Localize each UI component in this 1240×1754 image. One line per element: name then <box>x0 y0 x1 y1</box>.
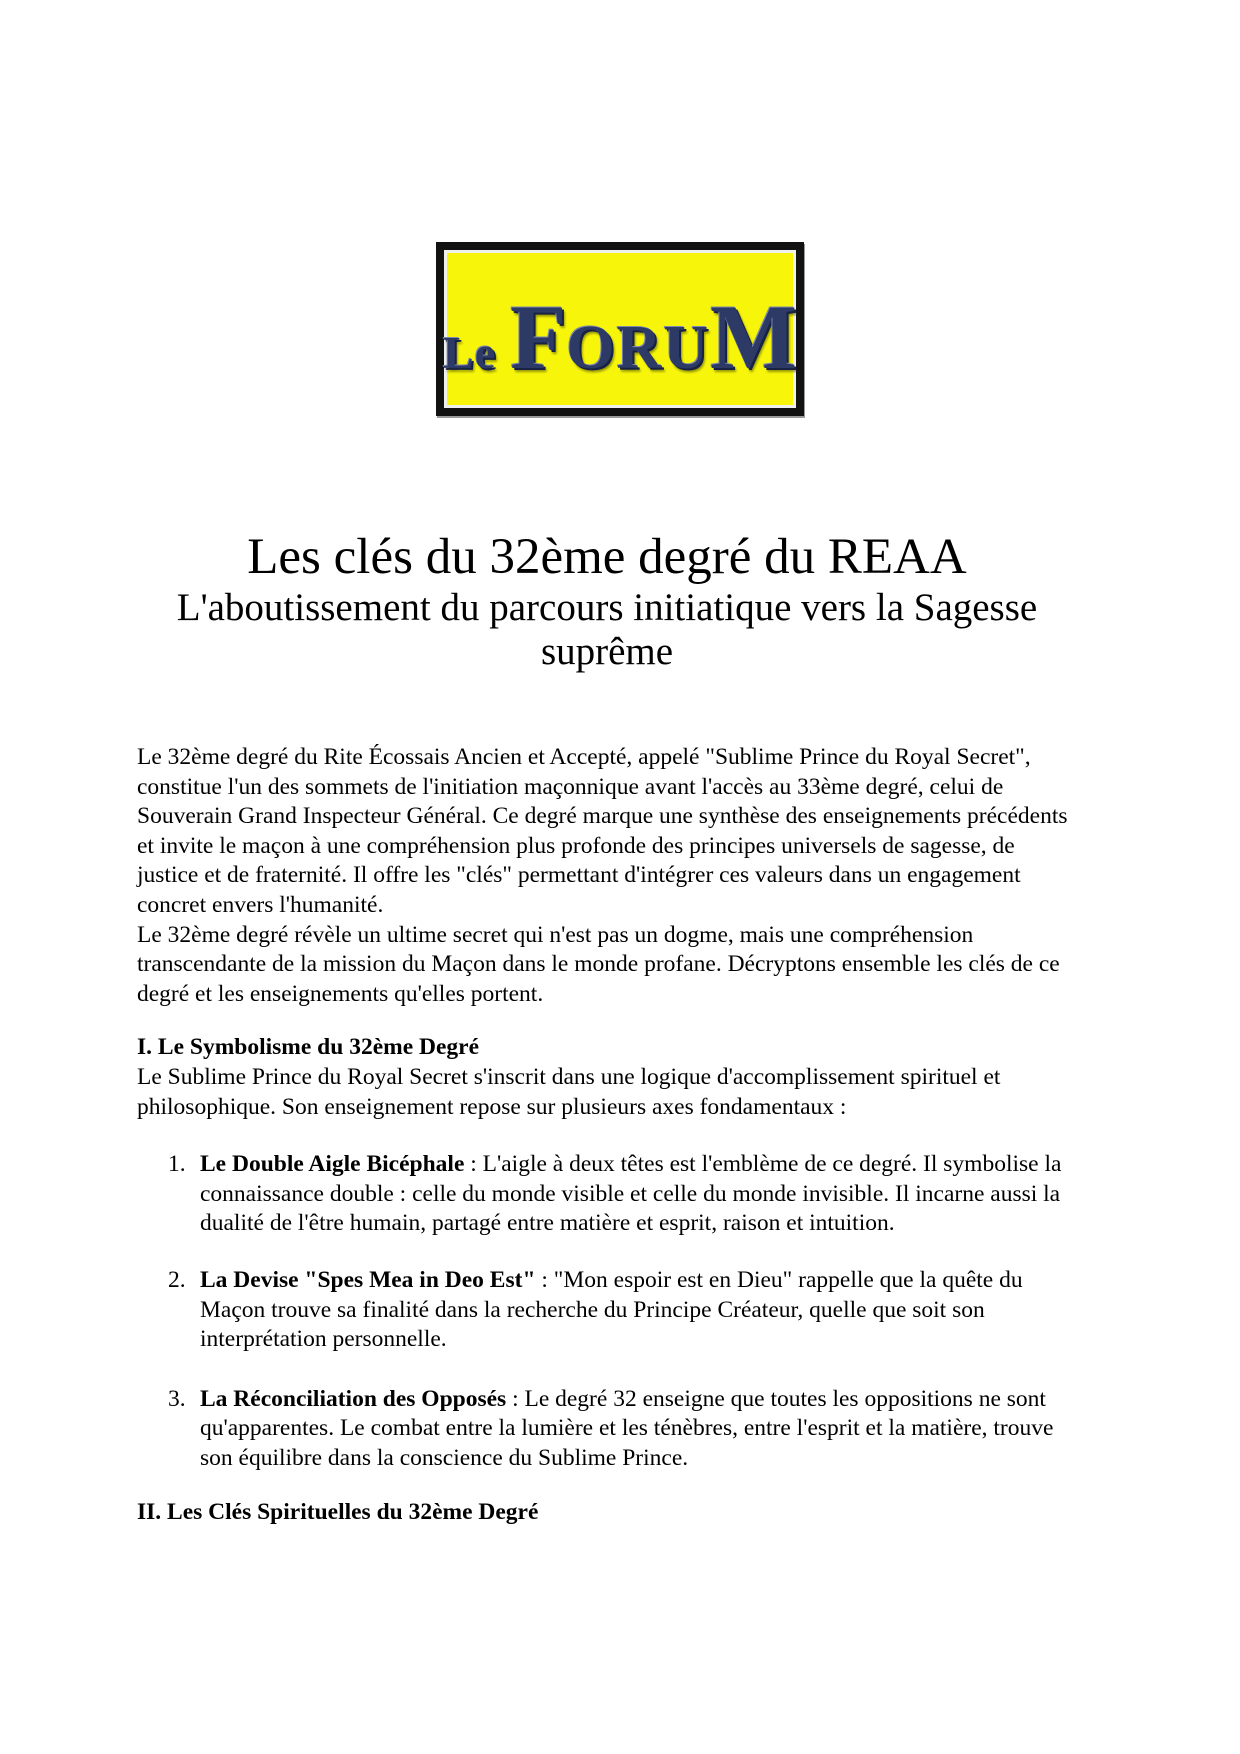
list-item-2-term: La Devise "Spes Mea in Deo Est" <box>200 1266 536 1293</box>
intro-paragraph-2: Le 32ème degré révèle un ultime secret qui n'est pas un dogme, mais une compréhension transcendante de la mission du Maçon dans le monde profane. Décryptons ensemble les clés de ce degré et les enseignements qu'elles portent. <box>137 921 1060 1007</box>
list-item-1-number: 1. <box>168 1151 186 1178</box>
subtitle-line-2: suprême <box>540 630 674 673</box>
page-title: Les clés du 32ème degré du REAA <box>247 529 967 585</box>
list-item-1-text: : L'aigle à deux têtes est l'emblème de ce degré. Il symbolise la connaissance double : celle du monde visible et celle du monde invisible. Il incarne aussi la dualité de l'être humain, partagé entre matière et esprit, raison et intuition. <box>200 1151 1062 1237</box>
section-2-heading: II. Les Clés Spirituelles du 32ème Degré <box>137 1499 539 1526</box>
section-1-heading: I. Le Symbolisme du 32ème Degré <box>137 1034 480 1061</box>
list-item-3-text: : Le degré 32 enseigne que toutes les oppositions ne sont qu'apparentes. Le combat entre la lumière et les ténèbres, entre l'esprit et la matière, trouve son équilibre dans la conscience du Sublime Prince. <box>200 1385 1054 1471</box>
subtitle-line-1: L'aboutissement du parcours initiatique vers la Sagesse <box>176 586 1038 629</box>
logo-container <box>0 0 1240 416</box>
list-item-3-term: La Réconciliation des Opposés <box>200 1385 507 1412</box>
list-item-2 <box>137 1266 1077 1355</box>
document-body <box>137 528 1077 1528</box>
list-item-2-text: : "Mon espoir est en Dieu" rappelle que la quête du Maçon trouve sa finalité dans la recherche du Principe Créateur, quelle que soit son interprétation personnelle. <box>200 1266 1023 1353</box>
list-item-3-number: 3. <box>168 1385 186 1412</box>
logo-background <box>444 250 796 408</box>
page-subtitle <box>137 586 1077 674</box>
logo-text-f: F <box>510 286 567 388</box>
symbolism-list <box>137 1150 1077 1473</box>
section-1-lead: Le Sublime Prince du Royal Secret s'inscrit dans une logique d'accomplissement spirituel et philosophique. Son enseignement repose sur plusieurs axes fondamentaux : <box>137 1063 1001 1120</box>
list-item-2-number: 2. <box>168 1266 186 1293</box>
logo-text-le: Le <box>443 327 497 378</box>
le-forum-logo <box>436 242 804 416</box>
intro-paragraph-1: Le 32ème degré du Rite Écossais Ancien et Accepté, appelé "Sublime Prince du Royal Secret", constitue l'un des sommets de l'initiation maçonnique avant l'accès au 33ème degré, celui de Souverain Grand Inspecteur Général. Ce degré marque une synthèse des enseignements précédents et invite le maçon à une compréhension plus profonde des principes universels de sagesse, de justice et de fraternité. Il offre les "clés" permettant d'intégrer ces valeurs dans un engagement concret envers l'humanité. <box>137 744 1068 918</box>
list-item-3 <box>137 1385 1077 1474</box>
list-item-1-term: Le Double Aigle Bicéphale <box>200 1151 465 1178</box>
logo-text-m: M <box>710 286 797 388</box>
logo-text-oru: ORU <box>566 314 711 382</box>
list-item-1 <box>137 1150 1077 1239</box>
